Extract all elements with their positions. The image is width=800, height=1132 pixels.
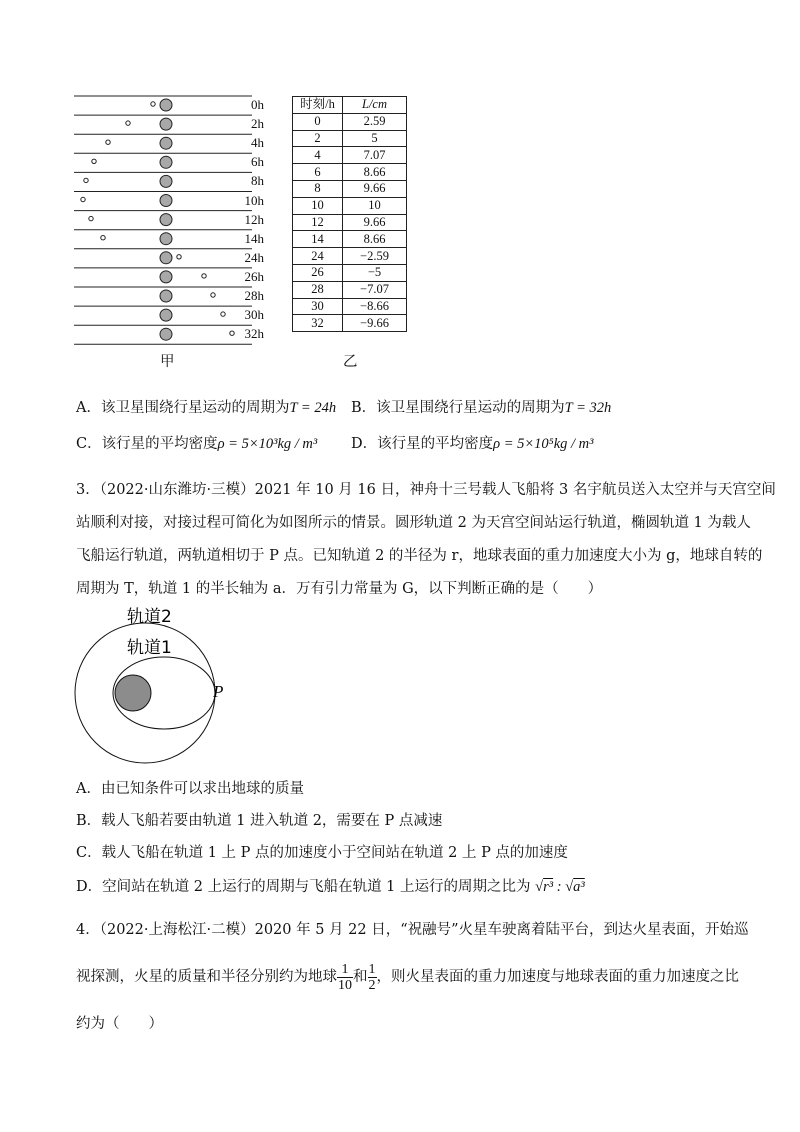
hour-label: 10h — [244, 192, 264, 208]
time-cell: 2 — [293, 130, 343, 147]
time-cell: 28 — [293, 281, 343, 298]
q3-stem-line-4: 周期为 T，轨道 1 的半长轴为 a．万有引力常量为 G，以下判断正确的是（ ） — [76, 581, 603, 597]
time-cell: 12 — [293, 214, 343, 231]
planet — [160, 156, 172, 168]
planet — [160, 118, 172, 130]
satellite — [202, 274, 206, 278]
distance-cell: 9.66 — [343, 214, 407, 231]
distance-cell: −9.66 — [343, 315, 407, 332]
time-cell: 6 — [293, 164, 343, 181]
satellite — [221, 312, 225, 316]
hour-label: 6h — [251, 154, 264, 170]
q3-option-c[interactable]: C．载人飞船在轨道 1 上 P 点的加速度小于空间站在轨道 2 上 P 点的加速度 — [76, 845, 568, 861]
q4-stem-line-3: 约为（ ） — [76, 1016, 163, 1032]
hour-label: 0h — [251, 97, 264, 112]
distance-cell: 7.07 — [343, 147, 407, 164]
table-row — [293, 298, 407, 315]
q3-stem-line-3: 飞船运行轨道，两轨道相切于 P 点。已知轨道 2 的半径为 r，地球表面的重力加速度大小为 g，地球自转的 — [76, 548, 763, 564]
q2-option-c[interactable] — [76, 434, 317, 454]
planet — [160, 271, 172, 283]
satellite — [101, 236, 105, 240]
distance-cell: −8.66 — [343, 298, 407, 315]
satellite — [106, 140, 110, 144]
hour-label: 28h — [244, 288, 264, 303]
q3-option-d[interactable] — [76, 877, 585, 897]
fraction-one-half: $\frac{1}{2}$ — [368, 961, 376, 993]
satellite — [211, 293, 215, 297]
time-cell: 8 — [293, 180, 343, 197]
time-cell: 24 — [293, 248, 343, 265]
option-text: A．该卫星围绕行星运动的周期为 — [76, 400, 290, 416]
orbit-diagram — [72, 598, 252, 770]
distance-cell: −5 — [343, 264, 407, 281]
distance-cell: 8.66 — [343, 231, 407, 248]
table-row — [293, 281, 407, 298]
planet — [160, 99, 172, 111]
option-text: B．该卫星围绕行星运动的周期为 — [351, 400, 565, 416]
table-row — [293, 197, 407, 214]
q2-option-b[interactable] — [351, 398, 611, 418]
table-row — [293, 130, 407, 147]
time-cell: 30 — [293, 298, 343, 315]
earth — [115, 675, 151, 711]
table-row — [293, 231, 407, 248]
header-L: L/cm — [343, 97, 407, 114]
caption-jia: 甲 — [160, 354, 175, 370]
satellite — [126, 121, 130, 125]
option-text: D．空间站在轨道 2 上运行的周期与飞船在轨道 1 上运行的周期之比为 — [76, 879, 531, 895]
orbit-1-label: 轨道1 — [127, 638, 172, 658]
satellite — [92, 159, 96, 163]
point-p-label: P — [213, 682, 224, 701]
table-yi — [292, 96, 407, 332]
table-row — [293, 264, 407, 281]
hour-label: 26h — [244, 268, 264, 284]
q2-option-a[interactable] — [76, 398, 336, 418]
q2-option-d[interactable] — [351, 434, 593, 454]
planet — [160, 252, 172, 264]
hour-label: 14h — [244, 230, 264, 246]
option-math: ρ = 5×10³kg / m³ — [217, 436, 318, 452]
time-cell: 0 — [293, 113, 343, 130]
option-math: T = 24h — [289, 400, 337, 416]
planet — [160, 214, 172, 226]
table-row — [293, 214, 407, 231]
distance-cell: 8.66 — [343, 164, 407, 181]
satellite — [81, 197, 85, 201]
q3-option-a[interactable]: A．由已知条件可以求出地球的质量 — [76, 781, 304, 797]
hour-label: 12h — [244, 211, 264, 227]
fraction-one-tenth: $\frac{1}{10}$ — [338, 961, 352, 993]
q4-stem-line-1: 4．（2022·上海松江·二模）2020 年 5 月 22 日，“祝融号”火星车驶离着陆平台，到达火星表面，开始巡 — [76, 922, 749, 938]
time-cell: 32 — [293, 315, 343, 332]
table-row — [293, 164, 407, 181]
hour-label: 8h — [251, 173, 264, 189]
distance-cell: 10 — [343, 197, 407, 214]
hour-label: 2h — [251, 116, 264, 132]
table-row — [293, 180, 407, 197]
planet — [160, 290, 172, 302]
time-cell: 26 — [293, 264, 343, 281]
time-cell: 4 — [293, 147, 343, 164]
sqrt-ratio: √r³ : √a³ — [535, 879, 585, 895]
q3-stem-line-2: 站顺利对接，对接过程可简化为如图所示的情景。圆形轨道 2 为天宫空间站运行轨道，椭圆轨道 1 为载人 — [76, 515, 751, 531]
table-row — [293, 248, 407, 265]
satellite — [177, 255, 181, 259]
q4-stem-line-2: 视探测，火星的质量和半径分别约为地球 $\frac{1}{10}$ 和 $\frac{1}{2}$ ，则火星表面的重力加速度与地球表面的重力加速度之比 — [76, 961, 739, 993]
table-row — [293, 315, 407, 332]
satellite — [84, 178, 88, 182]
option-math: T = 32h — [564, 400, 612, 416]
distance-cell: 2.59 — [343, 113, 407, 130]
planet — [160, 137, 172, 149]
caption-yi: 乙 — [343, 354, 358, 370]
distance-cell: −2.59 — [343, 248, 407, 265]
planet — [160, 309, 172, 321]
table-row — [293, 113, 407, 130]
hour-label: 30h — [244, 307, 264, 323]
planet — [160, 175, 172, 187]
planet — [160, 233, 172, 245]
satellite — [89, 216, 93, 220]
option-math: ρ = 5×10⁵kg / m³ — [493, 436, 594, 452]
header-time: 时刻/h — [293, 97, 343, 114]
q3-stem-line-1: 3．（2022·山东潍坊·三模）2021 年 10 月 16 日，神舟十三号载人飞船将 3 名宇航员送入太空并与天宫空间 — [76, 482, 776, 498]
figure-jia — [70, 94, 270, 354]
hour-label: 24h — [244, 249, 264, 265]
distance-cell: 5 — [343, 130, 407, 147]
hour-label: 32h — [244, 326, 264, 342]
satellite — [151, 102, 155, 106]
planet — [160, 328, 172, 340]
distance-cell: −7.07 — [343, 281, 407, 298]
table-row — [293, 147, 407, 164]
time-cell: 10 — [293, 197, 343, 214]
distance-cell: 9.66 — [343, 180, 407, 197]
time-cell: 14 — [293, 231, 343, 248]
hour-label: 4h — [251, 135, 264, 151]
q3-option-b[interactable]: B．载人飞船若要由轨道 1 进入轨道 2，需要在 P 点减速 — [76, 813, 443, 829]
planet — [160, 195, 172, 207]
option-text: D．该行星的平均密度 — [351, 436, 494, 452]
option-text: C．该行星的平均密度 — [76, 436, 218, 452]
orbit-2-label: 轨道2 — [127, 607, 172, 627]
